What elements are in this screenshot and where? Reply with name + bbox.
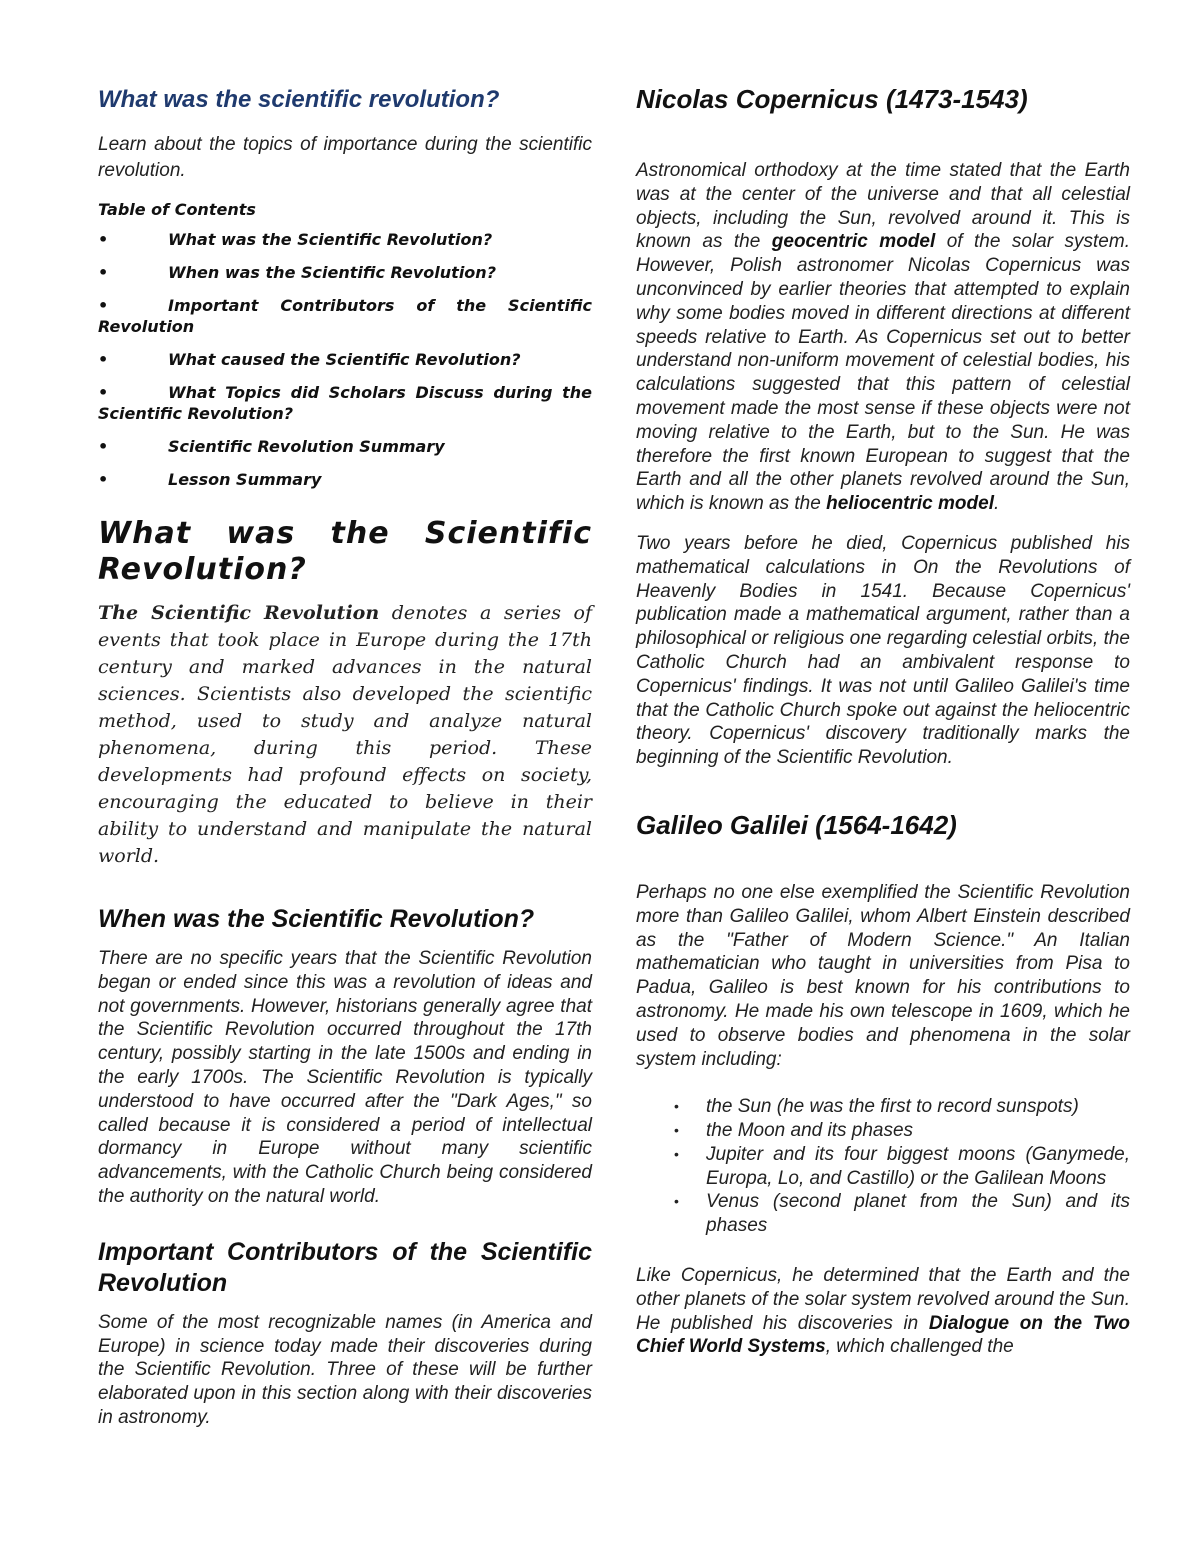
bullet-icon: • xyxy=(674,1098,679,1115)
right-column xyxy=(636,80,1130,1359)
bullet-icon: • xyxy=(98,437,109,456)
galileo-paragraph-1: Perhaps no one else exemplified the Scientific Revolution more than Galileo Galilei, whom Albert Einstein described as the "Father of Modern Science." An Italian mathematician who taught in universities from Pisa to Padua, Galileo is best known for his contributions to astronomy. He made his own telescope in 1609, which he used to observe bodies and phenomena in the solar system including: xyxy=(636,881,1130,1070)
when-section-title: When was the Scientific Revolution? xyxy=(98,905,535,933)
list-item: • Jupiter and its four biggest moons (Ganymede, Europa, Lo, and Castillo) or the Galilean Moons xyxy=(674,1143,1130,1189)
galileo-title: Galileo Galilei (1564-1642) xyxy=(636,809,957,840)
toc-item[interactable]: • When was the Scientific Revolution? xyxy=(98,263,496,282)
copernicus-paragraph-2: Two years before he died, Copernicus published his mathematical calculations in On the Revolutions of Heavenly Bodies in 1541. Because Copernicus' publication made a mathematical argument, rather than a philosophical or religious one regarding celestial orbits, the Catholic Church had an ambivalent response to Copernicus' findings. It was not until Galileo Galilei's time that the Catholic Church spoke out against the heliocentric theory. Copernicus' discovery traditionally marks the beginning of the Scientific Revolution. xyxy=(636,532,1130,769)
toc-item[interactable]: • Lesson Summary xyxy=(98,470,322,489)
list-item: • the Moon and its phases xyxy=(674,1120,914,1142)
term-dialogue-title: Dialogue on the Two Chief World Systems xyxy=(636,1312,1130,1358)
toc-item[interactable]: • Scientific Revolution Summary xyxy=(98,437,445,456)
galileo-paragraph-2: Like Copernicus, he determined that the Earth and the other planets of the solar system revolved around the Sun. He published his discoveries in Dialogue on the Two Chief World Systems, which challenged the xyxy=(636,1265,1130,1358)
list-item: • Venus (second planet from the Sun) and its phases xyxy=(674,1191,1130,1237)
bullet-icon: • xyxy=(674,1122,679,1139)
list-item: • the Sun (he was the first to record sunspots) xyxy=(674,1096,1079,1118)
bullet-icon: • xyxy=(98,383,109,402)
intro-text: Learn about the topics of importance during the scientific revolution. xyxy=(98,134,592,181)
when-section-text: There are no specific years that the Scientific Revolution began or ended since this was a revolution of ideas and not governments. However, historians generally agree that the Scientific Revolution occurred throughout the 17th century, possibly starting in the late 1500s and ending in the early 1700s. The Scientific Revolution is typically understood to have occurred after the "Dark Ages," so called because it is considered a period of intellectual dormancy in Europe without many scientific advancements, with the Catholic Church being considered the authority on the natural world. xyxy=(98,948,592,1207)
bullet-icon: • xyxy=(98,263,109,282)
what-section-text: The Scientific Revolution denotes a series of events that took place in Europe during the 17th century and marked advances in the natural sciences. Scientists also developed the scientific method, used to study and analyze natural phenomena, during this period. These developments had profound effects on society, encouraging the educated to believe in their ability to understand and manipulate the natural world. xyxy=(98,602,592,867)
galileo-observations-list xyxy=(636,1095,1130,1238)
intro-title: What was the scientific revolution? xyxy=(98,86,500,113)
term-heliocentric-model: heliocentric model xyxy=(826,493,994,515)
bullet-icon: • xyxy=(98,230,109,249)
contributors-section-title: Important Contributors of the Scientific Revolution xyxy=(98,1237,592,1297)
toc-item[interactable]: • What was the Scientific Revolution? xyxy=(98,230,493,249)
contributors-section-text: Some of the most recognizable names (in America and Europe) in science today made their discoveries during the Scientific Revolution. Three of these will be further elaborated upon in this section along with their discoveries in astronomy. xyxy=(98,1311,592,1428)
toc-item[interactable]: • What caused the Scientific Revolution? xyxy=(98,350,521,369)
term-geocentric-model: geocentric model xyxy=(771,231,936,253)
bullet-icon: • xyxy=(674,1193,679,1210)
toc-item[interactable]: • What Topics did Scholars Discuss during the Scientific Revolution? xyxy=(98,383,592,423)
bullet-icon: • xyxy=(98,296,109,315)
left-column xyxy=(98,80,592,1430)
bullet-icon: • xyxy=(98,470,109,489)
term-scientific-revolution: The Scientific Revolution xyxy=(98,602,380,624)
bullet-icon: • xyxy=(674,1145,679,1162)
toc-heading: Table of Contents xyxy=(98,200,256,219)
copernicus-title: Nicolas Copernicus (1473-1543) xyxy=(636,84,1028,114)
copernicus-paragraph-1: Astronomical orthodoxy at the time stated that the Earth was at the center of the universe and that all celestial objects, including the Sun, revolved around it. This is known as the geocentric model of the solar system. However, Polish astronomer Nicolas Copernicus was unconvinced by earlier theories that attempted to explain why some bodies moved in different directions at different speeds relative to Earth. As Copernicus set out to better understand non-uniform movement of celestial bodies, his calculations suggested that this pattern of celestial movement made the most sense if these objects were not moving relative to the Earth, but to the Sun. He was therefore the first known European to suggest that the Earth and all the other planets revolved around the Sun, which is known as the heliocentric model. xyxy=(636,160,1130,515)
table-of-contents xyxy=(98,229,592,490)
toc-item[interactable]: • Important Contributors of the Scientific Revolution xyxy=(98,296,592,336)
bullet-icon: • xyxy=(98,350,109,369)
what-section-title: What was the Scientific Revolution? xyxy=(98,516,592,587)
